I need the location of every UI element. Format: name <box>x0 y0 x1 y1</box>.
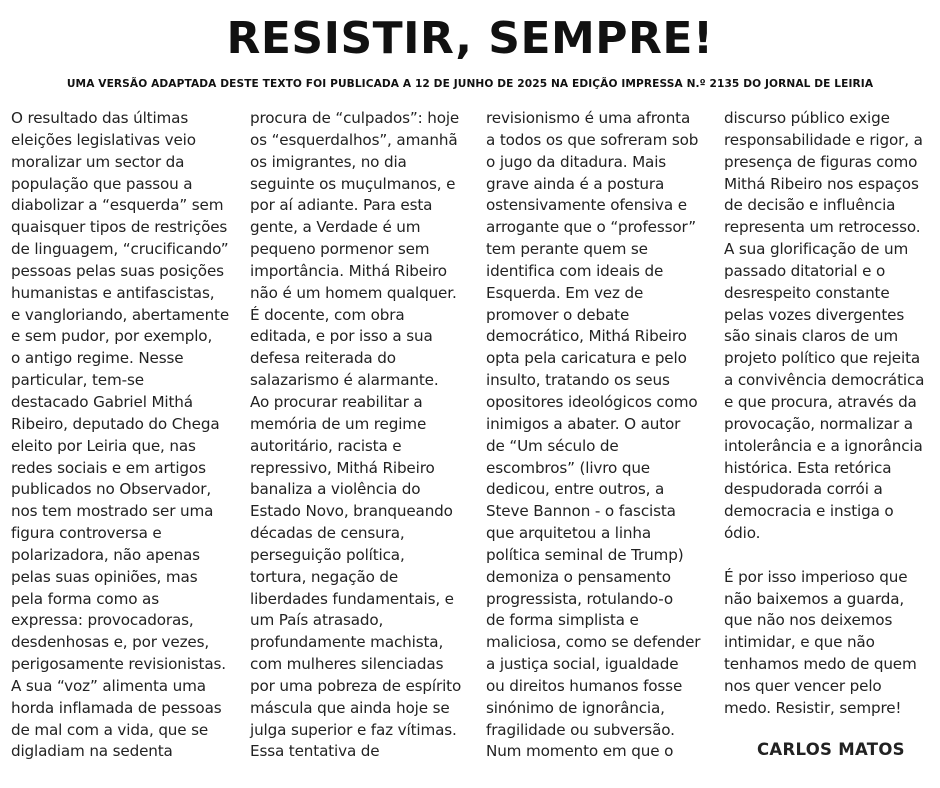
text-line: projeto político que rejeita <box>724 349 921 368</box>
text-line: nos quer vencer pelo <box>724 676 882 695</box>
text-line: A sua “voz” alimenta uma <box>11 676 206 695</box>
text-line: defesa reiterada do <box>250 349 396 368</box>
text-line: diabolizar a “esquerda” sem <box>11 196 224 215</box>
text-line: responsabilidade e rigor, a <box>724 130 923 149</box>
text-line: tem perante quem se <box>486 240 648 259</box>
text-line <box>724 545 940 567</box>
text-line: grave ainda é a postura <box>486 174 665 193</box>
text-line: maliciosa, como se defender <box>486 633 701 652</box>
text-line: publicados no Observador, <box>11 480 212 499</box>
text-line: procura de “culpados”: hoje <box>250 109 460 127</box>
text-line: opta pela caricatura e pelo <box>486 349 687 368</box>
text-line: repressivo, Mithá Ribeiro <box>250 458 435 477</box>
text-line: revisionismo é uma afronta <box>486 109 691 127</box>
text-line: desrespeito constante <box>724 283 890 302</box>
text-line: com mulheres silenciadas <box>250 655 444 674</box>
text-line: desdenhosas e, por vezes, <box>11 633 210 652</box>
text-line: de mal com a vida, que se <box>11 720 209 739</box>
publication-note: UMA VERSÃO ADAPTADA DESTE TEXTO FOI PUBLICADA A 12 DE JUNHO DE 2025 NA EDIÇÃO IMPRESSA N.º 2135 DO JORNAL DE LEIRIA <box>66 78 874 90</box>
text-line: dedicou, entre outros, a <box>486 480 665 499</box>
text-line: destacado Gabriel Mithá <box>11 392 193 411</box>
text-line: tortura, negação de <box>250 567 399 586</box>
text-line: polarizadora, não apenas <box>11 545 200 564</box>
text-line: não é um homem qualquer. <box>250 283 457 302</box>
text-line: o jugo da ditadura. Mais <box>486 152 667 171</box>
text-line: Esquerda. Em vez de <box>486 283 644 302</box>
text-column-4 <box>724 108 940 720</box>
text-line: insulto, tratando os seus <box>486 371 670 390</box>
text-line: figura controversa e <box>11 524 162 543</box>
text-line: redes sociais e em artigos <box>11 458 206 477</box>
text-line: democracia e instiga o <box>724 502 894 521</box>
text-line: demoniza o pensamento <box>486 567 671 586</box>
text-line: É por isso imperioso que <box>724 567 908 586</box>
text-line: a justiça social, igualdade <box>486 655 679 674</box>
text-line: pela forma como as <box>11 589 159 608</box>
text-line: intolerância e a ignorância <box>724 436 923 455</box>
text-line: perseguição política, <box>250 545 405 564</box>
text-line: expressa: provocadoras, <box>11 611 194 630</box>
text-line: importância. Mithá Ribeiro <box>250 261 447 280</box>
text-line: profundamente machista, <box>250 633 444 652</box>
text-line: horda inflamada de pessoas <box>11 698 222 717</box>
text-line: e vangloriando, abertamente <box>11 305 230 324</box>
text-line: presença de figuras como <box>724 152 918 171</box>
text-line: provocação, normalizar a <box>724 414 913 433</box>
text-line: seguinte os muçulmanos, e <box>250 174 456 193</box>
text-line: Estado Novo, branqueando <box>250 502 453 521</box>
text-line: digladiam na sedenta <box>11 742 173 761</box>
text-line: Steve Bannon - o fascista <box>486 502 676 521</box>
text-line: A sua glorificação de um <box>724 240 909 259</box>
text-line: pequeno pormenor sem <box>250 240 430 259</box>
text-line: identifica com ideais de <box>486 261 664 280</box>
text-line: a todos os que sofreram sob <box>486 130 699 149</box>
text-line: autoritário, racista e <box>250 436 402 455</box>
text-line: medo. Resistir, sempre! <box>724 698 902 717</box>
text-line: Num momento em que o <box>486 742 674 761</box>
text-line: Ao procurar reabilitar a <box>250 392 423 411</box>
text-column-2 <box>250 108 490 763</box>
text-line: inimigos a abater. O autor <box>486 414 681 433</box>
text-line: de forma simplista e <box>486 611 639 630</box>
text-line: por uma pobreza de espírito <box>250 676 462 695</box>
text-line: democrático, Mithá Ribeiro <box>486 327 687 346</box>
text-line: julga superior e faz vítimas. <box>250 720 457 739</box>
text-line: política seminal de Trump) <box>486 545 684 564</box>
text-line: histórica. Esta retórica <box>724 458 892 477</box>
text-line: os imigrantes, no dia <box>250 152 407 171</box>
text-line: opositores ideológicos como <box>486 392 698 411</box>
text-line: ódio. <box>724 524 761 543</box>
text-line: representa um retrocesso. <box>724 218 921 237</box>
text-line: despudorada corrói a <box>724 480 883 499</box>
text-line: salazarismo é alarmante. <box>250 371 439 390</box>
text-line: particular, tem-se <box>11 371 144 390</box>
text-line: nos tem mostrado ser uma <box>11 502 214 521</box>
text-column-3 <box>486 108 726 763</box>
text-line: que não nos deixemos <box>724 611 893 630</box>
text-line: um País atrasado, <box>250 611 384 630</box>
text-line: de decisão e influência <box>724 196 896 215</box>
text-line: pessoas pelas suas posições <box>11 261 224 280</box>
text-line: e que procura, através da <box>724 392 917 411</box>
text-line: o antigo regime. Nesse <box>11 349 184 368</box>
text-line: fragilidade ou subversão. <box>486 720 675 739</box>
text-line: são sinais claros de um <box>724 327 898 346</box>
text-line: Ribeiro, deputado do Chega <box>11 414 220 433</box>
text-line: que arquitetou a linha <box>486 524 652 543</box>
text-line: eleições legislativas veio <box>11 130 196 149</box>
text-line: liberdades fundamentais, e <box>250 589 454 608</box>
text-line: escombros” (livro que <box>486 458 650 477</box>
text-line: ou direitos humanos fosse <box>486 676 683 695</box>
text-line: perigosamente revisionistas. <box>11 655 226 674</box>
text-line: É docente, com obra <box>250 305 405 324</box>
text-line: discurso público exige <box>724 109 890 127</box>
text-line: de linguagem, “crucificando” <box>11 240 229 259</box>
text-line: décadas de censura, <box>250 524 405 543</box>
text-line: pelas vozes divergentes <box>724 305 905 324</box>
text-line: a convivência democrática <box>724 371 925 390</box>
text-line: pelas suas opiniões, mas <box>11 567 198 586</box>
text-line: banaliza a violência do <box>250 480 421 499</box>
text-line: por aí adiante. Para esta <box>250 196 433 215</box>
text-line: eleito por Leiria que, nas <box>11 436 196 455</box>
text-line: população que passou a <box>11 174 193 193</box>
text-line: não baixemos a guarda, <box>724 589 905 608</box>
text-line: gente, a Verdade é um <box>250 218 421 237</box>
text-line: passado ditatorial e o <box>724 261 886 280</box>
text-line: progressista, rotulando-o <box>486 589 674 608</box>
text-line: arrogante que o “professor” <box>486 218 696 237</box>
text-line: memória de um regime <box>250 414 427 433</box>
text-column-1 <box>11 108 251 763</box>
text-line: humanistas e antifascistas, <box>11 283 215 302</box>
text-line: moralizar um sector da <box>11 152 185 171</box>
text-line: Essa tentativa de <box>250 742 380 761</box>
text-line: máscula que ainda hoje se <box>250 698 450 717</box>
text-line: editada, e por isso a sua <box>250 327 433 346</box>
text-line: tenhamos medo de quem <box>724 655 917 674</box>
text-line: promover o debate <box>486 305 630 324</box>
text-line: e sem pudor, por exemplo, <box>11 327 213 346</box>
text-line: ostensivamente ofensiva e <box>486 196 687 215</box>
headline: RESISTIR, SEMPRE! <box>226 13 714 64</box>
text-line: Mithá Ribeiro nos espaços <box>724 174 919 193</box>
text-line: O resultado das últimas <box>11 109 189 127</box>
author-signature: CARLOS MATOS <box>757 740 905 759</box>
text-line: sinónimo de ignorância, <box>486 698 665 717</box>
text-line: intimidar, e que não <box>724 633 875 652</box>
text-line: quaisquer tipos de restrições <box>11 218 228 237</box>
text-line: de “Um século de <box>486 436 619 455</box>
text-line: os “esquerdalhos”, amanhã <box>250 130 458 149</box>
